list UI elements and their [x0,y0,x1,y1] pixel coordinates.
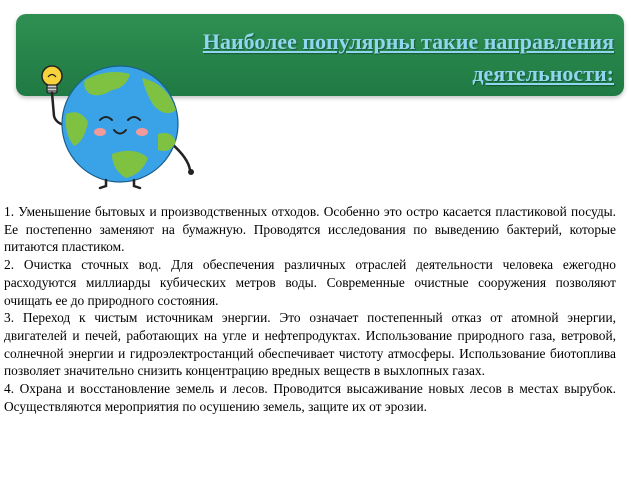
list-item: 4. Охрана и восстановление земель и лесов. Проводится высаживание новых лесов в местах вырубок. Осуществляются мероприятия по осушению земель, защите их от эрозии. [4,381,616,414]
light-bulb-icon [42,66,62,93]
slide-title: Наиболее популярны такие направления деятельности: [202,29,614,86]
list-item: 2. Очистка сточных вод. Для обеспечения различных отраслей деятельности человека ежегодно расходуются миллиарды кубических метров воды. Современные очистные сооружения позволяют очищать ее до природного состояния. [4,257,616,308]
earth-illustration [30,58,210,190]
body-text [4,203,616,415]
list-item: 3. Переход к чистым источникам энергии. Это означает постепенный отказ от атомной энергии, двигателей и печей, работающих на угле и нефтепродуктах. Использование природного газа, ветровой, солнечной энергии и гидроэлектростанций обеспечивает чистоту атмосферы. Использование биотоплива позволяет значительно снизить концентрацию вредных веществ в выхлопных газах. [4,310,616,379]
list-item: 1. Уменьшение бытовых и производственных отходов. Особенно это остро касается пластиковой посуды. Ее постепенно заменяют на бумажную. Проводятся исследования по выведению бактерий, которые питаются пластиком. [4,204,616,255]
earth-character-icon [62,66,178,182]
